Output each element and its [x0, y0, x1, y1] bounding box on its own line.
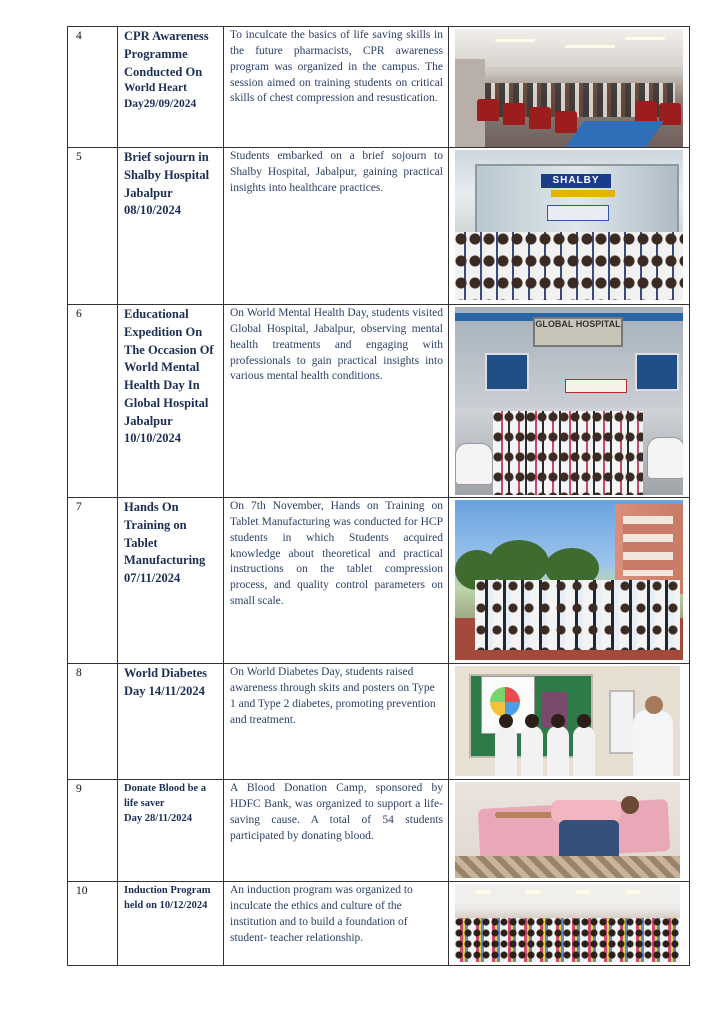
event-title — [118, 780, 224, 882]
event-description: To inculcate the basics of life saving skills in the future pharmacists, CPR awareness program was organized in the campus. The session aimed on training students on critical skills of chest compression and resustication. — [224, 27, 449, 148]
event-title — [118, 882, 224, 966]
classroom-photo — [455, 666, 680, 776]
event-title-main: Induction Program held on 10/12/2024 — [124, 885, 211, 912]
event-photo-cell — [449, 148, 690, 305]
event-title — [118, 498, 224, 664]
row-number: 10 — [68, 882, 118, 966]
event-description: On World Diabetes Day, students raised awareness through skits and posters on Type 1 and Type 2 diabetes, promoting prevention and treatment. — [224, 664, 449, 780]
table-row — [68, 148, 690, 305]
event-title-date: Day 28/11/2024 — [124, 813, 192, 825]
event-photo-cell — [449, 882, 690, 966]
event-title-date: World Heart Day29/09/2024 — [124, 82, 197, 111]
event-title-main: Brief sojourn in Shalby Hospital Jabalpur 08/10/2024 — [124, 150, 210, 218]
table-row — [68, 664, 690, 780]
event-photo-cell — [449, 664, 690, 780]
event-title — [118, 664, 224, 780]
row-number: 8 — [68, 664, 118, 780]
event-photo-cell — [449, 780, 690, 882]
row-number: 9 — [68, 780, 118, 882]
table-row — [68, 498, 690, 664]
row-number: 5 — [68, 148, 118, 305]
row-number: 6 — [68, 305, 118, 498]
event-photo-cell — [449, 27, 690, 148]
table-row — [68, 882, 690, 966]
event-title-main: Educational Expedition On The Occasion Of World Mental Health Day In Global Hospital Jabalpur 10/10/2024 — [124, 307, 214, 446]
event-title-main: Donate Blood be a life saver — [124, 783, 206, 810]
event-photo-cell — [449, 305, 690, 498]
global-hospital-photo — [455, 307, 683, 495]
event-title-main: Hands On Training on Tablet Manufacturing 07/11/2024 — [124, 500, 206, 585]
event-photo-cell — [449, 498, 690, 664]
table-row — [68, 27, 690, 148]
events-table — [67, 26, 690, 966]
blood-donation-photo — [455, 782, 680, 878]
event-description: A Blood Donation Camp, sponsored by HDFC Bank, was organized to support a life-saving cause. A total of 54 students participated by donating blood. — [224, 780, 449, 882]
row-number: 4 — [68, 27, 118, 148]
event-description: An induction program was organized to inculcate the ethics and culture of the institution and to build a foundation of student- teacher relationship. — [224, 882, 449, 966]
table-row — [68, 780, 690, 882]
hospital-sign: SHALBY — [541, 174, 611, 188]
hospital-sign: GLOBAL HOSPITAL — [533, 317, 623, 347]
event-title — [118, 27, 224, 148]
row-number: 7 — [68, 498, 118, 664]
shalby-hospital-photo — [455, 150, 683, 300]
induction-hall-photo — [455, 884, 680, 962]
event-title — [118, 305, 224, 498]
event-description: Students embarked on a brief sojourn to Shalby Hospital, Jabalpur, gaining practical insights into healthcare practices. — [224, 148, 449, 305]
event-description: On 7th November, Hands on Training on Tablet Manufacturing was conducted for HCP students in which Students acquired knowledge about theoretical and practical instructions on the tablet compression process, and quality control parameters on small scale. — [224, 498, 449, 664]
event-description: On World Mental Health Day, students visited Global Hospital, Jabalpur, observing mental health treatments and engaging with professionals to gain practical insights into various mental health conditions. — [224, 305, 449, 498]
event-title-main: World Diabetes Day 14/11/2024 — [124, 666, 207, 698]
event-title-main: CPR Awareness Programme Conducted On — [124, 29, 209, 79]
table-row — [68, 305, 690, 498]
auditorium-photo — [455, 29, 683, 147]
outdoor-group-photo — [455, 500, 683, 660]
event-title — [118, 148, 224, 305]
